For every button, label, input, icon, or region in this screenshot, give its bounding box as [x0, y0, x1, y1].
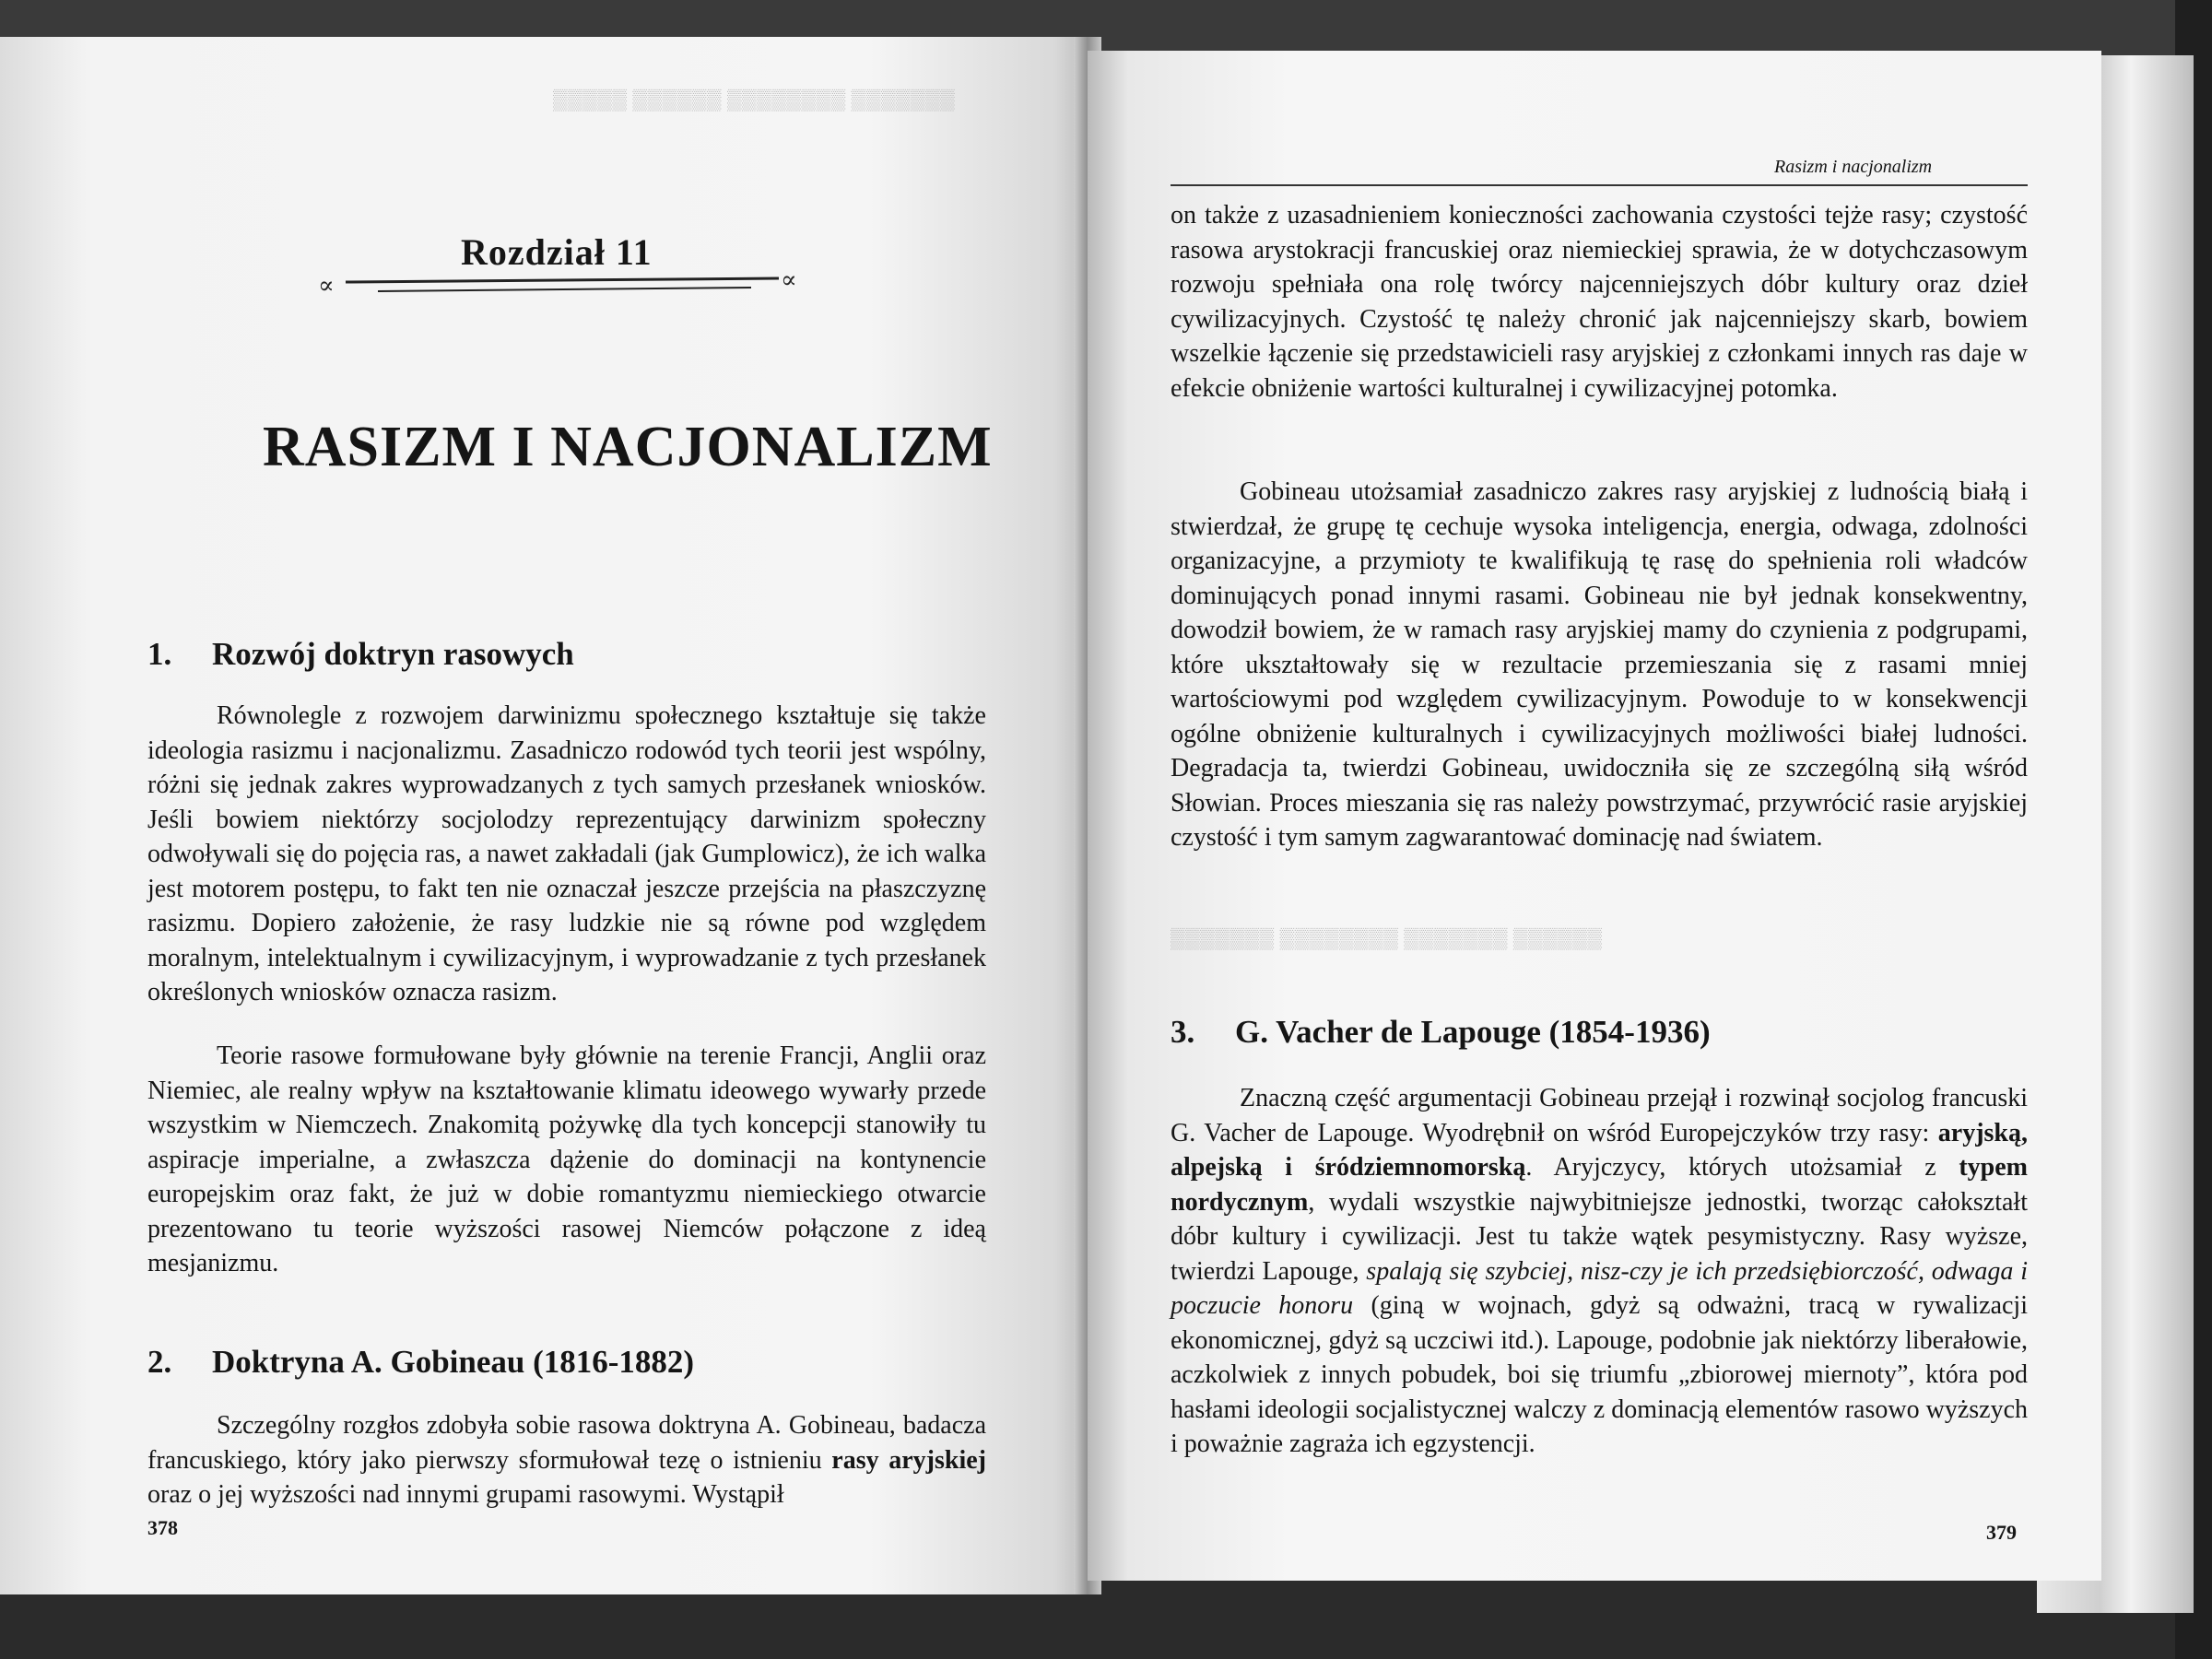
- section-1-heading: [147, 636, 574, 673]
- paragraph-text: . Aryjczycy, których utożsamiał z: [1525, 1153, 1959, 1182]
- section-3-heading: [1171, 1014, 1711, 1051]
- chapter-label: Rozdział 11: [461, 231, 653, 273]
- bleed-through-text: ▒▒▒▒▒▒▒ ▒▒▒▒▒▒▒▒ ▒▒▒▒▒▒▒ ▒▒▒▒▒▒: [1171, 926, 1603, 949]
- chapter-title: RASIZM I NACJONALIZM: [263, 416, 993, 478]
- section-title: Rozwój doktryn rasowych: [212, 636, 574, 672]
- paragraph-text: , wydali wszystkie najwybitniejsze jednostki, tworząc całokształt dóbr kultury i cywilizacji. Jest tu także wątek pesymistyczny. Rasy wyższe, twierdzi Lapouge,: [1171, 1187, 2028, 1286]
- paragraph-text: Znaczną część argumentacji Gobineau przejął i rozwinął socjolog francuski G. Vacher de Lapouge. Wyodrębnił on wśród Europejczyków trzy rasy:: [1171, 1084, 2028, 1147]
- header-rule: [1171, 184, 2028, 186]
- section-number: 2.: [147, 1344, 172, 1380]
- section-title: Doktryna A. Gobineau (1816-1882): [212, 1344, 695, 1380]
- section-1-paragraph-2: Teorie rasowe formułowane były głównie na terenie Francji, Anglii oraz Niemiec, ale realny wpływ na kształtowanie klimatu ideowego wywarły przede wszystkim w Niemczech. Znakomitą pożywkę dla tych koncepcji stanowiły tu aspiracje imperialne, a zwłaszcza dążenie do dominacji na kontynencie europejskim oraz fakt, że już w dobie romantyzmu niemieckiego otwarcie prezentowano tu teorie wyższości rasowej Niemców połączone z ideą mesjanizmu.: [147, 1041, 986, 1277]
- bold-term: typem nordycznym: [1171, 1153, 2029, 1217]
- running-head: Rasizm i nacjonalizm: [1774, 157, 1933, 177]
- page-number: 379: [1986, 1521, 2017, 1544]
- section-1-paragraph-1: Równolegle z rozwojem darwinizmu społecznego kształtuje się także ideologia rasizmu i nacjonalizmu. Zasadniczo rodowód tych teorii jest wspólny, różni się jednak zakres wyprowadzanych z tych samych przesłanek wniosków. Jeśli bowiem niektórzy socjolodzy reprezentujący darwinizm społeczny odwoływali się do pojęcia ras, a nawet zakładali (jak Gumplowicz), że ich walka jest motorem postępu, to fakt ten nie oznaczał jeszcze przejścia na płaszczyznę rasizmu. Dopiero założenie, że rasy ludzkie nie są równe pod względem moralnym, intelektualnym i cywilizacyjnym, i wyprowadzanie z tych przesłanek określonych wniosków oznacza rasizm.: [147, 701, 986, 1006]
- italic-quote: spalają się szybciej, nisz-czy je ich przedsiębiorczość, odwaga i poczucie honoru: [1171, 1256, 2028, 1320]
- section-title: G. Vacher de Lapouge (1854-1936): [1235, 1014, 1711, 1050]
- section-number: 3.: [1171, 1014, 1195, 1050]
- right-page: [1088, 51, 2101, 1581]
- section-2-heading: [147, 1344, 694, 1381]
- left-page: [0, 37, 1088, 1594]
- right-paragraph-2: Gobineau utożsamiał zasadniczo zakres rasy aryjskiej z ludnością białą i stwierdzał, że grupę tę cechuje wysoka inteligencja, energia, odwaga, zdolności organizacyjne, a przymioty te kwalifikują tę rasę do spełnienia roli władców dominujących ponad innymi rasami. Gobineau nie był jednak konsekwentny, dowodził bowiem, że w ramach rasy aryjskiej mamy do czynienia z podgrupami, które ukształtowały się w rezultacie przemieszania się z rasami mniej wartościowymi pod względem cywilizacyjnym. Powoduje to w konsekwencji ogólne obniżenie kulturalnych i cywilizacyjnych możliwości białej ludności. Degradacja ta, twierdzi Gobineau, uwidoczniła się ze szczególną siłą wśród Słowian. Proces mieszania się ras należy powstrzymać, przywrócić rasie aryjskiej czystość i tym samym zagwarantować dominację nad światem.: [1171, 477, 2028, 852]
- bold-term: rasy aryjskiej: [831, 1445, 986, 1475]
- paragraph-text: (giną w wojnach, gdyż są odważni, tracą w rywalizacji ekonomicznej, gdyż są uczciwi itd.). Lapouge, podobnie jak niektórzy liberałowie, aczkolwiek z innych pobudek, boi się triumfu „zbiorowej miernoty”, która pod hasłami ideologii socjalistycznej walczy z dominacją elementów rasowo wyższych i poważnie zagraża ich egzystencji.: [1171, 1291, 2028, 1458]
- section-2-paragraph: [147, 1408, 986, 1512]
- chapter-ornament: [318, 269, 806, 306]
- page-number: 378: [147, 1516, 178, 1539]
- section-number: 1.: [147, 636, 172, 672]
- bold-term: aryjską, alpejską i śródziemnomorską: [1171, 1118, 2028, 1182]
- svg-text:∝: ∝: [318, 272, 335, 299]
- bleed-through-text: ▒▒▒▒▒ ▒▒▒▒▒▒ ▒▒▒▒▒▒▒▒ ▒▒▒▒▒▒▒: [553, 88, 956, 111]
- section-3-paragraph: [1171, 1081, 2028, 1462]
- svg-text:∝: ∝: [781, 269, 797, 293]
- paragraph-text: Szczególny rozgłos zdobyła sobie rasowa doktryna A. Gobineau, badacza francuskiego, który jako pierwszy sformułował tezę o istnieniu: [147, 1411, 986, 1475]
- right-paragraph-1: on także z uzasadnieniem konieczności zachowania czystości tejże rasy; czystość rasowa arystokracji francuskiej oraz niemieckiej sprawia, że w dotychczasowym rozwoju spełniała ona rolę twórcy najcenniejszych dóbr kultury oraz dzieł cywilizacyjnych. Czystość tę należy chronić jak najcenniejszy skarb, bowiem wszelkie łączenie się przedstawicieli rasy aryjskiej z członkami innych ras daje w efekcie obniżenie wartości kulturalnej i cywilizacyjnej potomka.: [1171, 201, 2028, 403]
- paragraph-text: oraz o jej wyższości nad innymi grupami rasowymi. Wystąpił: [147, 1480, 784, 1509]
